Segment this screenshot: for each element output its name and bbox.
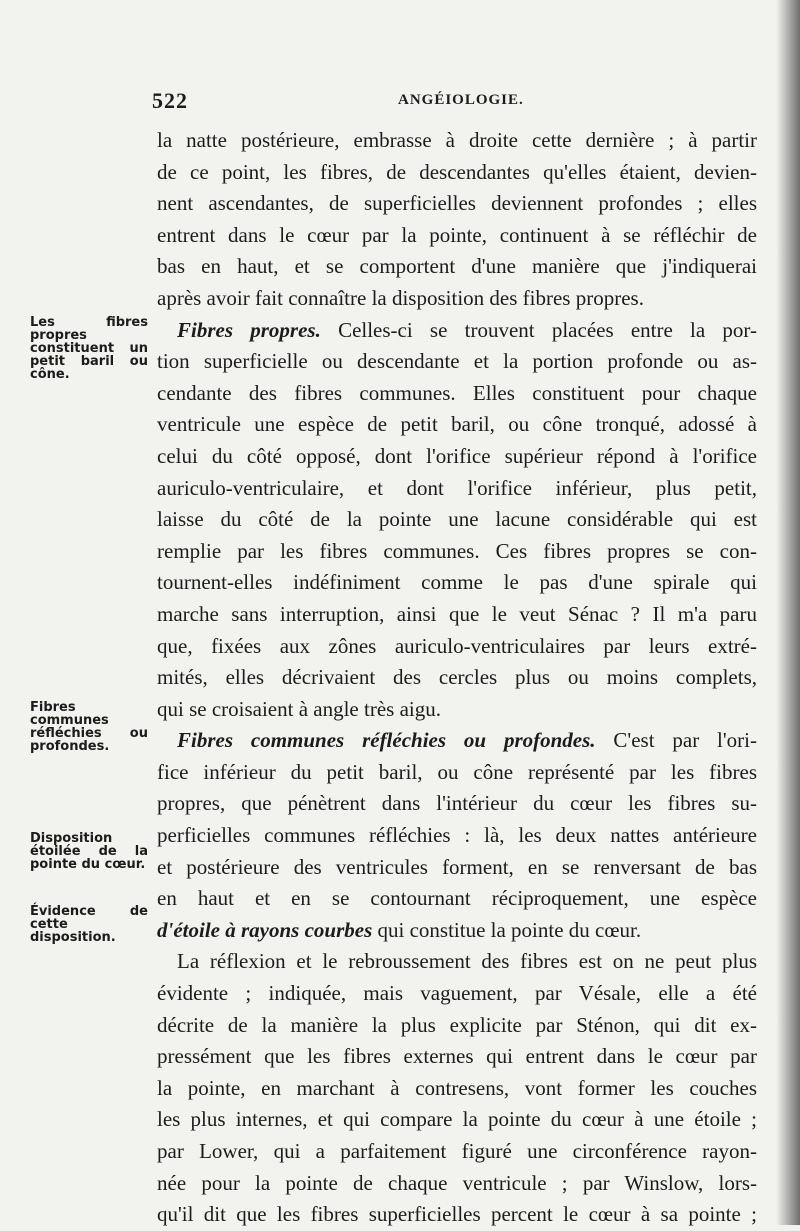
main-text (157, 125, 757, 1231)
margin-note: Fibres communes réfléchies ou profondes. (30, 700, 148, 754)
text-line: que, fixées aux zônes auriculo-ventriculaires par leurs extré- (157, 633, 757, 658)
page-edge-shadow (776, 0, 800, 1225)
text-line: cendante des fibres communes. Elles constituent pour chaque (157, 380, 757, 405)
text-line: tion superficielle ou descendante et la portion profonde ou as- (157, 349, 757, 374)
margin-note: Les fibres propres constituent un petit baril ou cône. (30, 315, 148, 382)
text-line: laisse du côté de la pointe une lacune considérable qui est (157, 507, 757, 532)
text-line: après avoir fait connaître la disposition des fibres propres. (157, 285, 644, 310)
text-line: mités, elles décrivaient des cercles plus ou moins complets, (157, 665, 757, 690)
text-line: de ce point, les fibres, de descendantes qu'elles étaient, devien- (157, 159, 757, 184)
emphasis-text: d'étoile à rayons courbes (157, 917, 373, 942)
text-span: qui constitue la pointe du cœur. (372, 917, 642, 942)
text-line: les plus internes, et qui compare la pointe du cœur à une étoile ; (157, 1107, 757, 1132)
bleed-through-text (38, 125, 148, 325)
text-line: évidente ; indiquée, mais vaguement, par Vésale, elle a été (157, 981, 757, 1006)
text-line (157, 315, 757, 347)
text-span: Celles-ci se trouvent placées entre la por- (338, 317, 757, 342)
text-line: remplie par les fibres communes. Ces fibres propres se con- (157, 538, 757, 563)
text-line (157, 915, 757, 947)
text-line: marche sans interruption, ainsi que le veut Sénac ? Il m'a paru (157, 601, 757, 626)
text-line: tournent-elles indéfiniment comme le pas d'une spirale qui (157, 570, 757, 595)
text-line: qu'il dit que les fibres superficielles percent le cœur à sa pointe ; (157, 1202, 757, 1227)
section-heading: Fibres propres. (177, 317, 321, 342)
section-heading: Fibres communes réfléchies ou profondes. (177, 728, 596, 753)
text-line: pressément que les fibres externes qui entrent dans le cœur par (157, 1044, 757, 1069)
text-line: nent ascendantes, de superficielles deviennent profondes ; elles (157, 191, 757, 216)
running-title: ANGÉIOLOGIE. (398, 92, 524, 108)
bleed-through-text (38, 985, 148, 1155)
text-line (157, 725, 757, 757)
text-line: fice inférieur du petit baril, ou cône représenté par les fibres (157, 759, 757, 784)
text-line: qui se croisaient à angle très aigu. (157, 696, 441, 721)
text-line: ventricule une espèce de petit baril, ou cône tronqué, adossé à (157, 412, 757, 437)
text-line: bas en haut, et se comportent d'une manière que j'indiquerai (157, 254, 757, 279)
text-line: perficielles communes réfléchies : là, les deux nattes antérieure (157, 823, 757, 848)
text-line: propres, que pénètrent dans l'intérieur du cœur les fibres su- (157, 791, 757, 816)
text-line: la pointe, en marchant à contresens, vont former les couches (157, 1075, 757, 1100)
text-span: C'est par l'ori- (613, 728, 758, 753)
text-line: entrent dans le cœur par la pointe, continuent à se réfléchir de (157, 222, 757, 247)
text-line: en haut et en se contournant réciproquement, une espèce (157, 886, 757, 911)
text-line: et postérieure des ventricules forment, en se renversant de bas (157, 854, 757, 879)
text-line: décrite de la manière la plus explicite par Sténon, qui dit ex- (157, 1012, 757, 1037)
text-line: celui du côté opposé, dont l'orifice supérieur répond à l'orifice (157, 443, 757, 468)
text-line: La réflexion et le rebroussement des fibres est on ne peut plus (177, 949, 757, 974)
margin-note: Disposition étoilée de la pointe du cœur. (30, 831, 148, 872)
text-line: par Lower, qui a parfaitement figuré une circonférence rayon- (157, 1139, 757, 1163)
text-line: auriculo-ventriculaire, et dont l'orifice inférieur, plus petit, (157, 475, 757, 500)
page-number: 522 (152, 88, 188, 113)
text-line: née pour la pointe de chaque ventricule ; par Winslow, lors- (157, 1170, 757, 1195)
text-line: la natte postérieure, embrasse à droite cette dernière ; à partir (157, 128, 757, 152)
margin-note: Évidence de cette disposition. (30, 904, 148, 945)
